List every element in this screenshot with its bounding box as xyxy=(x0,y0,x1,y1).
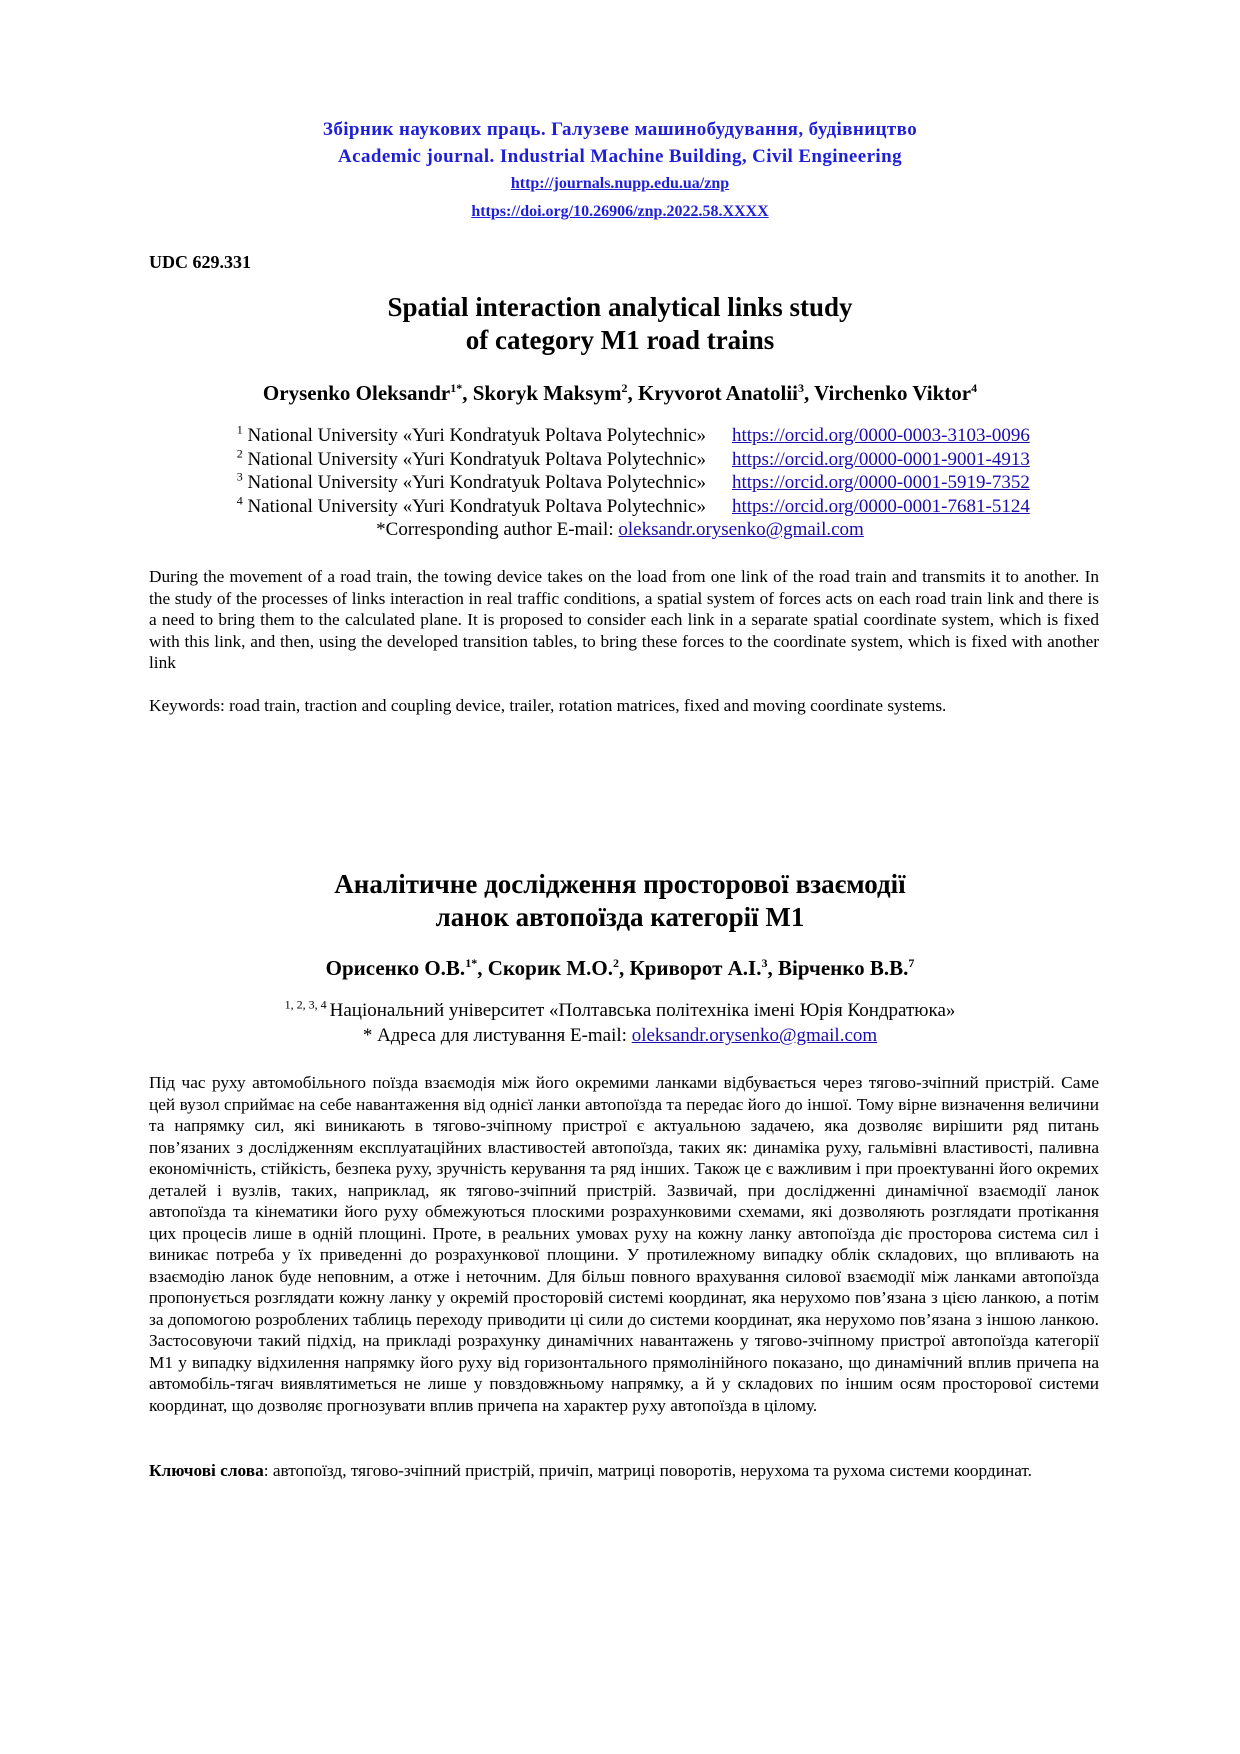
corresponding-author-en xyxy=(0,519,1240,541)
abstract-en: During the movement of a road train, the towing device takes on the load from one link of the road train and transmits it to another. In the study of the processes of links interaction in real traffic conditions, a spatial system of forces acts on each road train link and there is a need to bring them to the calculated plane. It is proposed to consider each link in a separate spatial coordinate system, which is fixed with this link, and then, using the developed transition tables, to bring these forces to the coordinate system, which is fixed with another link xyxy=(149,567,1099,672)
affiliation-name: Національний університет «Полтавська політехніка імені Юрія Кондратюка» xyxy=(329,1000,956,1021)
affiliations-en xyxy=(0,424,1240,518)
keywords-label: Ключові слова xyxy=(149,1461,264,1480)
author-sup: 3 xyxy=(798,381,805,395)
title-ua xyxy=(0,868,1240,934)
author-name: Криворот А.І. xyxy=(629,956,762,980)
author-sup: 1* xyxy=(465,956,478,970)
authors-ua: Орисенко О.В.$^{1*}$, Скорик М.О.$^2$, Криворот А.І.$^3$, Вірченко В.В.$^7$ xyxy=(325,956,915,980)
author-sup: 7 xyxy=(908,956,915,970)
journal-title-ua: Збірник наукових праць. Галузеве машинобудування, будівництво xyxy=(322,119,918,140)
orcid-link[interactable]: https://orcid.org/0000-0003-3103-0096 xyxy=(732,425,1030,446)
title-ua-line1: Аналітичне дослідження просторової взаємодії xyxy=(334,869,906,899)
title-ua-line2: ланок автопоїзда категорії М1 xyxy=(435,902,805,932)
keywords-text: : автопоїзд, тягово-зчіпний пристрій, причіп, матриці поворотів, нерухома та рухома системи координат. xyxy=(263,1461,1033,1480)
keywords-ua xyxy=(149,1460,1099,1482)
corresponding-label: * Адреса для листування E-mail: xyxy=(362,1025,632,1046)
journal-title-en: Academic journal. Industrial Machine Building, Civil Engineering xyxy=(338,146,902,167)
email-link[interactable]: oleksandr.orysenko@gmail.com xyxy=(618,519,864,540)
abstract-ua: Під час руху автомобільного поїзда взаємодія між його окремими ланками відбувається через тягово-зчіпний пристрій. Саме цей вузол сприймає на себе навантаження від однієї ланки автопоїзда та передає його до іншої. Тому вірне визначення величини та напрямку сил, які виникають в тягово-зчіпному пристрої є актуальною задачею, яка дозволяє вирішити ряд питань пов’язаних з дослідженням експлуатаційних властивостей автопоїзда, таких як: динаміка руху, гальмівні властивості, паливна економічність, стійкість, безпека руху, зручність керування та ряд інших. Також це є важливим і при проектуванні його окремих деталей і вузлів, таких, наприклад, як тягово-зчіпний пристрій. Зазвичай, при дослідженні динамічної взаємодії ланок автопоїзда та кінематики його руху обмежуються плоскими розрахунковими схемами, які дозволяють розглядати протікання цих процесів лише в одній площині. Проте, в реальних умовах руху на кожну ланку автопоїзда діє просторова система сил і виникає потреба у їх приведенні до розрахункової площини. У протилежному випадку облік складових, що впливають на взаємодію ланок буде неповним, а отже і неточним. Для більш повного врахування силової взаємодії між ланками автопоїзда пропонується розглядати кожну ланку у окремій просторовій системі координат, яка нерухомо пов’язана з цією ланкою, а потім за допомогою розроблених таблиць переходу приводити ці сили до системи координат, яка нерухомо пов’язана з іншою ланкою. Застосовуючи такий підхід, на прикладі розрахунку динамічних навантажень у тягово-зчіпному пристрої автопоїзда категорії М1 у випадку відхилення напрямку його руху від горизонтального прямолінійного показано, що динамічний вплив причепа на автомобіль-тягач виявлятиметься не лише у повздовжньому напрямку, а й у складових по іншим осям просторової системи координат, що дозволяє прогнозувати вплив причепа на характер руху автопоїзда в цілому. xyxy=(149,1073,1099,1415)
affiliation-row xyxy=(0,471,1240,495)
affiliation-name: $^2$ National University «Yuri Kondratyuk Poltava Polytechnic» xyxy=(236,446,706,470)
email-link[interactable]: oleksandr.orysenko@gmail.com xyxy=(631,1025,878,1046)
author-sup: 3 xyxy=(761,956,768,970)
keywords-en: Keywords: road train, traction and coupling device, trailer, rotation matrices, fixed and moving coordinate systems. xyxy=(149,696,947,715)
author-name: Virchenko Viktor xyxy=(814,381,972,405)
corresponding-author-ua xyxy=(0,1025,1240,1047)
journal-url-link[interactable]: http://journals.nupp.edu.ua/znp xyxy=(510,175,730,192)
udc-code: UDC 629.331 xyxy=(149,252,251,272)
author-sup: 4 xyxy=(971,381,978,395)
affiliation-nums: 1, 2, 3, 4 xyxy=(284,997,330,1012)
author-sup: 1* xyxy=(450,381,463,395)
author-name: Orysenko Oleksandr xyxy=(262,381,451,405)
affiliation-name: $^1$ National University «Yuri Kondratyuk Poltava Polytechnic» xyxy=(236,422,706,446)
author-name: Skoryk Maksym xyxy=(472,381,622,405)
journal-header xyxy=(0,116,1240,226)
authors-en: Orysenko Oleksandr$^{1*}$, Skoryk Maksym$^2$, Kryvorot Anatolii$^3$, Virchenko Viktor$^4$ xyxy=(262,381,978,405)
author-sup: 2 xyxy=(612,956,619,970)
affiliation-name: $^3$ National University «Yuri Kondratyuk Poltava Polytechnic» xyxy=(236,469,706,493)
affiliation-row xyxy=(0,424,1240,448)
corresponding-label: *Corresponding author E-mail: xyxy=(376,519,619,540)
title-en-line1: Spatial interaction analytical links study xyxy=(387,292,853,322)
author-name: Орисенко О.В. xyxy=(325,956,466,980)
author-name: Kryvorot Anatolii xyxy=(637,381,799,405)
author-name: Вірченко В.В. xyxy=(777,956,909,980)
orcid-link[interactable]: https://orcid.org/0000-0001-5919-7352 xyxy=(732,472,1030,493)
orcid-link[interactable]: https://orcid.org/0000-0001-7681-5124 xyxy=(732,495,1030,517)
title-en-line2: of category M1 road trains xyxy=(465,325,775,355)
affiliation-row xyxy=(0,448,1240,472)
author-name: Скорик М.О. xyxy=(487,956,613,980)
author-sup: 2 xyxy=(621,381,628,395)
affiliation-row xyxy=(0,495,1240,519)
title-en xyxy=(0,291,1240,357)
doi-link[interactable]: https://doi.org/10.26906/znp.2022.58.XXXX xyxy=(471,203,769,220)
orcid-link[interactable]: https://orcid.org/0000-0001-9001-4913 xyxy=(732,448,1030,470)
affiliation-ua xyxy=(0,997,1240,1022)
affiliation-name: $^4$ National University «Yuri Kondratyuk Poltava Polytechnic» xyxy=(236,493,706,517)
